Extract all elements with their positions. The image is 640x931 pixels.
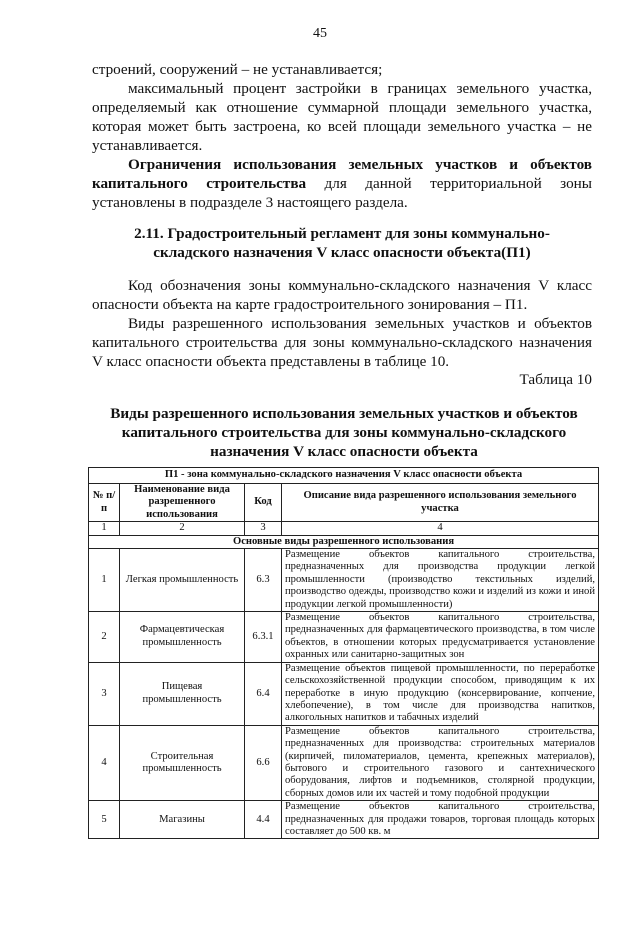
restrictions-bold-text: Ограничения использования земельных участков и объектов капитального строительства bbox=[92, 156, 592, 192]
row-code: 4.4 bbox=[245, 801, 282, 839]
row-name: Фармацевтическая промышленность bbox=[120, 612, 245, 663]
col-header-code: Код bbox=[245, 484, 282, 522]
paragraph-5: Виды разрешенного использования земельных участков и объектов капитального строительства для зоны коммунально-складского назначения V класс опасности объекта представлены в таблице 10. bbox=[92, 315, 592, 370]
table-row bbox=[89, 662, 599, 725]
section-row: Основные виды разрешенного использования bbox=[89, 535, 599, 548]
row-code: 6.3 bbox=[245, 549, 282, 612]
row-desc: Размещение объектов капитального строительства, предназначенных для производства продукции легкой промышленности (производство текстильных изделий, производство одежды, производство кожи и изделий из кожи и иной продукции легкой промышленности) bbox=[282, 549, 599, 612]
paragraph-2: максимальный процент застройки в границах земельного участка, определяемый как отношение суммарной площади земельного участка, которая может быть застроена, ко всей площади земельного участка – не устанавливается. bbox=[92, 80, 592, 154]
page-number: 45 bbox=[313, 26, 327, 41]
row-num: 4 bbox=[89, 725, 120, 800]
row-desc: Размещение объектов капитального строительства, предназначенных для производства: строительных материалов (кирпичей, пиломатериалов, цемента, крепежных материалов), бытового и строительного газового и сантехнического оборудования, лифтов и подъемников, столярной продукции, сборных домов или их частей и тому подобной продукции bbox=[282, 725, 599, 800]
row-name: Пищевая промышленность bbox=[120, 662, 245, 725]
col-header-num: № п/п bbox=[89, 484, 120, 522]
table-row bbox=[89, 801, 599, 839]
row-name: Строительная промышленность bbox=[120, 725, 245, 800]
table-row bbox=[89, 725, 599, 800]
col-header-name: Наименование вида разрешенного использования bbox=[120, 484, 245, 522]
row-num: 1 bbox=[89, 549, 120, 612]
section-heading: 2.11. Градостроительный регламент для зоны коммунально-складского назначения V класс опасности объекта(П1) bbox=[134, 225, 550, 261]
restrictions-rest-text: для данной территориальной зоны установлены в подразделе 3 настоящего раздела. bbox=[92, 175, 592, 211]
row-name: Магазины bbox=[120, 801, 245, 839]
row-code: 6.3.1 bbox=[245, 612, 282, 663]
table-row bbox=[89, 549, 599, 612]
col-number: 3 bbox=[245, 522, 282, 535]
table-title: Виды разрешенного использования земельных участков и объектов капитального строительства для зоны коммунально-складского назначения V класс опасности объекта bbox=[110, 405, 578, 460]
regulation-table bbox=[88, 467, 599, 839]
col-number: 4 bbox=[282, 522, 599, 535]
row-num: 5 bbox=[89, 801, 120, 839]
paragraph-4: Код обозначения зоны коммунально-складского назначения V класс опасности объекта на карте градостроительного зонирования – П1. bbox=[92, 277, 592, 313]
paragraph-1: строений, сооружений – не устанавливается; bbox=[92, 61, 383, 78]
col-number: 2 bbox=[120, 522, 245, 535]
row-name: Легкая промышленность bbox=[120, 549, 245, 612]
paragraph-3 bbox=[92, 155, 592, 212]
row-code: 6.4 bbox=[245, 662, 282, 725]
row-desc: Размещение объектов пищевой промышленности, по переработке сельскохозяйственной продукции способом, приводящим к их переработке в иную продукцию (консервирование, копчение, хлебопечение), в том числе для производства напитков, алкогольных напитков и табачных изделий bbox=[282, 662, 599, 725]
row-num: 3 bbox=[89, 662, 120, 725]
zone-header: П1 - зона коммунально-складского назначения V класс опасности объекта bbox=[89, 468, 599, 484]
row-code: 6.6 bbox=[245, 725, 282, 800]
col-number: 1 bbox=[89, 522, 120, 535]
table-row bbox=[89, 612, 599, 663]
row-desc: Размещение объектов капитального строительства, предназначенных для продажи товаров, торговая площадь которых составляет до 500 кв. м bbox=[282, 801, 599, 839]
table-label: Таблица 10 bbox=[519, 371, 592, 388]
col-header-desc: Описание вида разрешенного использования земельного участка bbox=[282, 484, 599, 522]
row-desc: Размещение объектов капитального строительства, предназначенных для фармацевтического производства, в том числе объектов, в отношении которых предусматривается установление охранных или санитарно-защитных зон bbox=[282, 612, 599, 663]
row-num: 2 bbox=[89, 612, 120, 663]
